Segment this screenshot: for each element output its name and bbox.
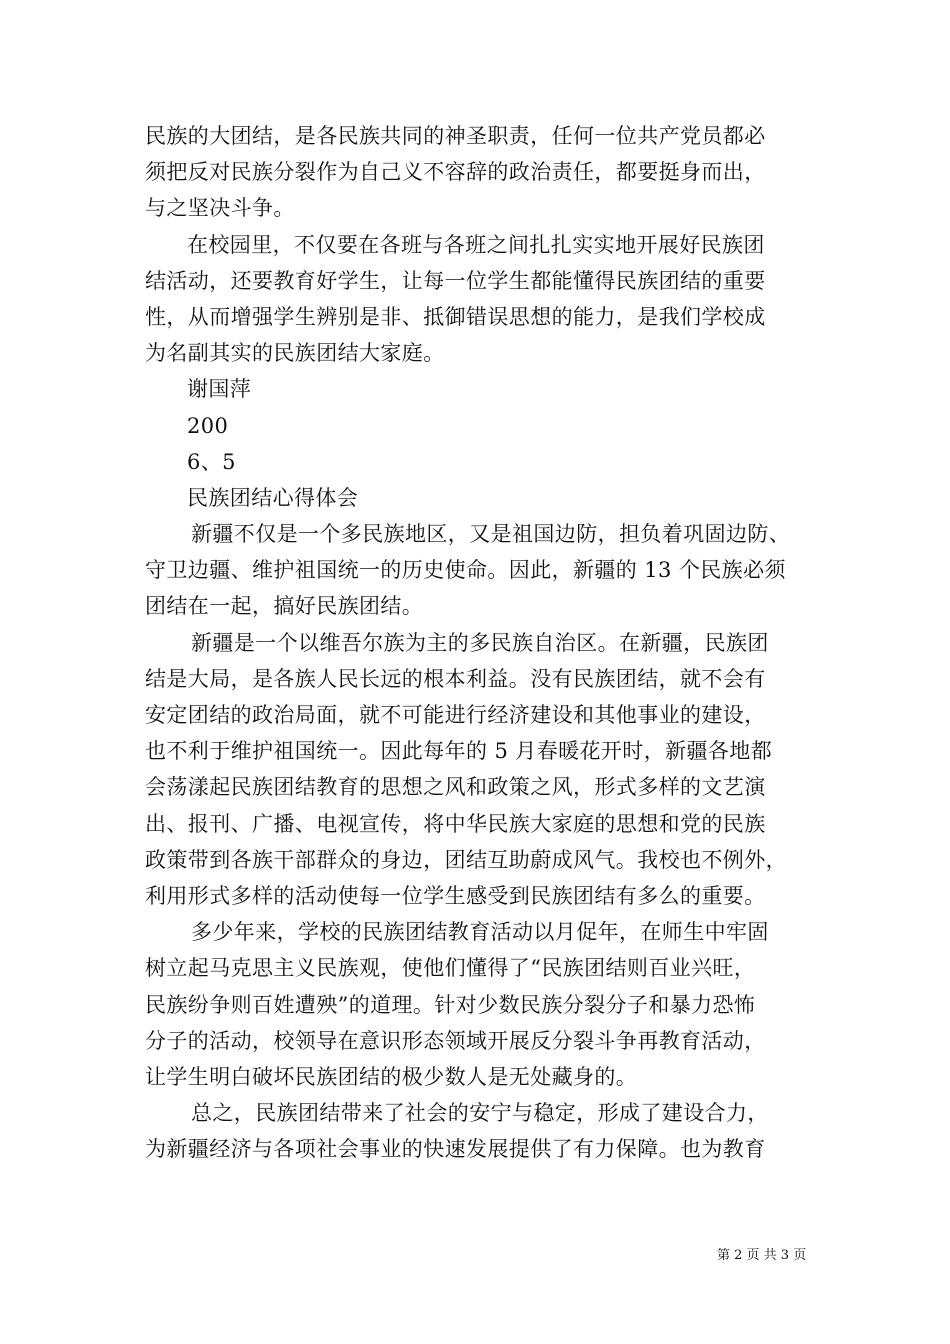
text-line: 民族纷争则百姓遭殃”的道理。针对少数民族分裂分子和暴力恐怖 — [145, 992, 756, 1017]
paragraph-start-line: 多少年来，学校的民族团结教育活动以月促年，在师生中牢固 — [191, 920, 769, 945]
date-year: 200 — [187, 413, 229, 438]
text-line: 与之坚决斗争。 — [145, 196, 295, 221]
paragraph-start-line: 总之，民族团结带来了社会的安宁与稳定，形成了建设合力， — [191, 1101, 769, 1126]
author-name: 谢国萍 — [187, 377, 252, 402]
text-line: 守卫边疆、维护祖国统一的历史使命。因此，新疆的 13 个民族必须 — [145, 558, 786, 583]
text-line: 性，从而增强学生辨别是非、抵御错误思想的能力，是我们学校成 — [145, 304, 766, 329]
text-line: 民族的大团结，是各民族共同的神圣职责，任何一位共产党员都必 — [145, 124, 766, 148]
paragraph-start-line: 新疆是一个以维吾尔族为主的多民族自治区。在新疆，民族团 — [191, 630, 769, 655]
text-line: 为新疆经济与各项社会事业的快速发展提供了有力保障。也为教育 — [145, 1137, 766, 1162]
page-number: 第 2 页 共 3 页 — [717, 1248, 807, 1263]
document-body — [145, 118, 825, 1167]
text-line: 结是大局，是各族人民长远的根本利益。没有民族团结，就不会有 — [145, 666, 766, 691]
text-line: 树立起马克思主义民族观，使他们懂得了“民族团结则百业兴旺， — [145, 956, 756, 981]
section-title: 民族团结心得体会 — [187, 485, 359, 510]
paragraph-start-line: 在校园里，不仅要在各班与各班之间扎扎实实地开展好民族团 — [187, 232, 765, 257]
paragraph-start-line: 新疆不仅是一个多民族地区，又是祖国边防，担负着巩固边防、 — [191, 522, 791, 547]
text-line: 也不利于维护祖国统一。因此每年的 5 月春暖花开时，新疆各地都 — [145, 739, 773, 764]
text-line: 让学生明白破坏民族团结的极少数人是无处藏身的。 — [145, 1064, 638, 1089]
text-line: 会荡漾起民族团结教育的思想之风和政策之风，形式多样的文艺演 — [145, 775, 766, 800]
text-line: 结活动，还要教育好学生，让每一位学生都能懂得民族团结的重要 — [145, 268, 766, 293]
text-line: 政策带到各族干部群众的身边，团结互助蔚成风气。我校也不例外， — [145, 847, 787, 872]
text-line: 团结在一起，搞好民族团结。 — [145, 594, 424, 619]
text-line: 为名副其实的民族团结大家庭。 — [145, 341, 445, 366]
text-line: 利用形式多样的活动使每一位学生感受到民族团结有多么的重要。 — [145, 883, 766, 908]
text-line: 安定团结的政治局面，就不可能进行经济建设和其他事业的建设， — [145, 703, 766, 727]
text-line: 出、报刊、广播、电视宣传，将中华民族大家庭的思想和党的民族 — [145, 811, 766, 836]
date-month-day: 6、5 — [187, 449, 236, 474]
text-line: 须把反对民族分裂作为自己义不容辞的政治责任，都要挺身而出， — [145, 160, 766, 185]
text-line: 分子的活动，校领导在意识形态领域开展反分裂斗争再教育活动， — [145, 1028, 766, 1053]
